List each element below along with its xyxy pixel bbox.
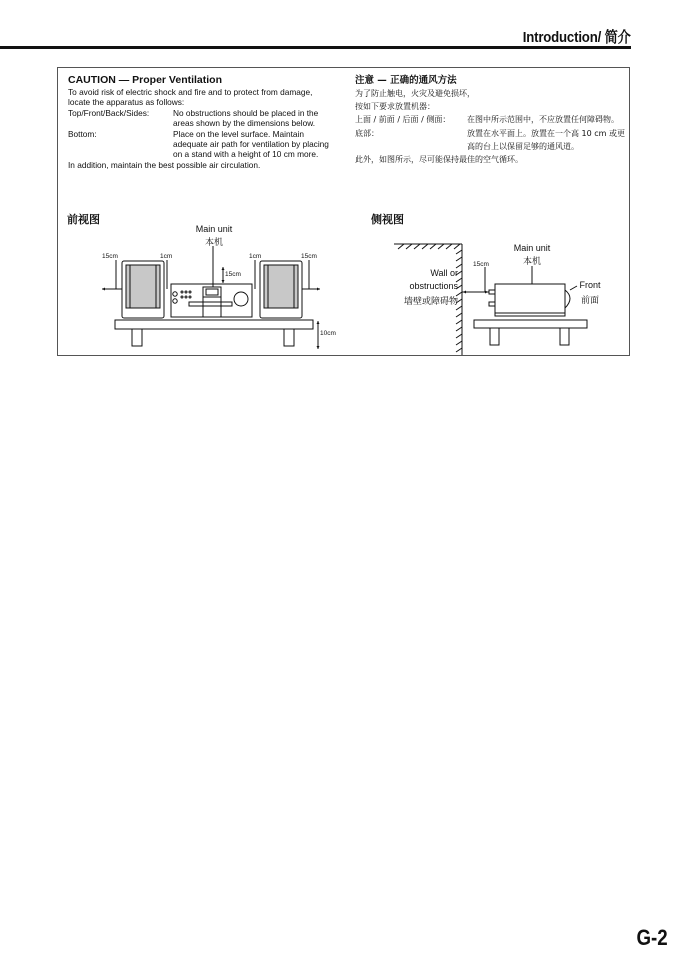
front-view-title: 前视图: [67, 213, 100, 226]
page-number: G-2: [636, 925, 668, 950]
row-label: Bottom:: [68, 128, 97, 139]
front-label-en: Front: [579, 280, 601, 290]
wall-label-en-1: Wall or: [430, 268, 458, 278]
front-main-unit-en: Main unit: [195, 224, 233, 234]
dim-bottom: 10cm: [320, 330, 336, 337]
caution-line1-zh: 为了防止触电，火灾及避免损坏，: [355, 89, 475, 98]
dim-right-gap: 1cm: [249, 253, 262, 260]
side-view-diagram: [58, 68, 631, 357]
side-main-unit-zh: 本机: [522, 257, 541, 267]
section-title: Introduction/ 简介: [523, 29, 631, 46]
header-rule: [0, 46, 631, 49]
caution-intro-en: To avoid risk of electric shock and fire and to protect from damage, locate the apparatus as follows:: [68, 87, 313, 108]
dim-right-side: 15cm: [301, 253, 317, 260]
row-text: Place on the level surface. Maintain adequate air path for ventilation by placing on a stand with a height of 10 cm more.: [173, 128, 329, 160]
front-label-zh: 前面: [580, 296, 599, 306]
caution-title-en: CAUTION — Proper Ventilation: [68, 74, 223, 86]
dim-back: 15cm: [473, 261, 489, 268]
row-text: No obstructions should be placed in the areas shown by the dimensions below.: [173, 107, 319, 129]
ventilation-caution-box: [57, 67, 630, 356]
row-label: Top/Front/Back/Sides:: [68, 107, 150, 118]
caution-line2-zh: 按如下要求放置机器：: [355, 102, 435, 112]
caution-title-zh: 注意 — 正确的通风方法: [355, 75, 457, 86]
caution-footer-zh: 此外，如图所示，尽可能保持最佳的空气循环。: [355, 155, 523, 165]
dim-left-gap: 1cm: [160, 253, 173, 260]
row-text: 放置在水平面上。放置在一个高 10 cm 或更高的台上以保留足够的通风道。: [467, 128, 625, 151]
dim-top: 15cm: [225, 271, 241, 278]
wall-label-en-2: obstructions: [409, 281, 458, 291]
front-main-unit-zh: 本机: [204, 238, 223, 248]
side-main-unit-en: Main unit: [513, 243, 551, 253]
row-text: 在图中所示范围中，不应放置任何障碍物。: [467, 115, 619, 125]
wall-label-zh: 墙壁或障碍物: [403, 297, 458, 307]
dim-left-side: 15cm: [102, 253, 118, 260]
side-view-title: 侧视图: [371, 213, 404, 226]
caution-footer-en: In addition, maintain the best possible air circulation.: [68, 159, 261, 170]
row-label: 上面 / 前面 / 后面 / 侧面：: [355, 115, 451, 125]
row-label: 底部：: [355, 128, 379, 138]
